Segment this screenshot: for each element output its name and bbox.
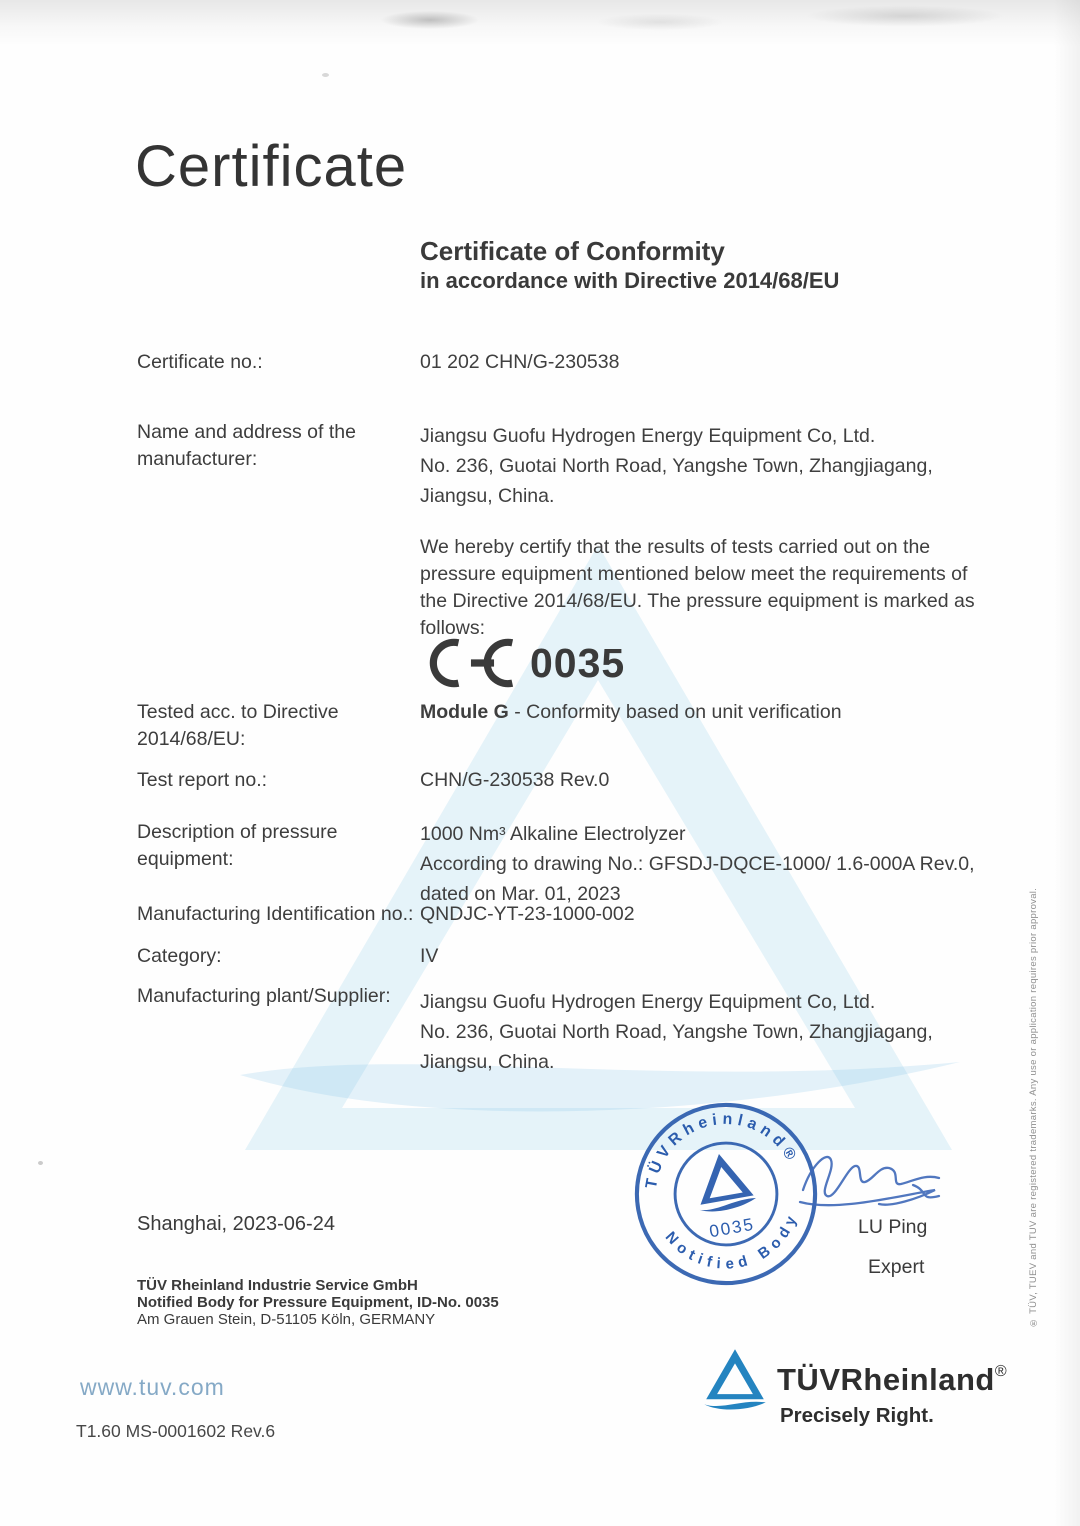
ce-number: 0035	[530, 639, 626, 686]
manufacturing-id-value: QNDJC-YT-23-1000-002	[420, 903, 635, 925]
description-line: 1000 Nm³ Alkaline Electrolyzer	[420, 823, 686, 845]
scan-speck	[38, 1161, 43, 1165]
scan-artifact-right	[1054, 0, 1080, 1526]
tested-directive-label	[137, 699, 339, 753]
module-description: - Conformity based on unit verification	[508, 701, 842, 723]
address-line: Jiangsu, China.	[420, 485, 555, 507]
ce-mark-icon	[420, 638, 520, 688]
signature-image	[795, 1138, 950, 1226]
label-line: Tested acc. to Directive	[137, 701, 339, 723]
module-name: Module G	[420, 701, 509, 723]
scan-artifact-top	[0, 0, 1080, 46]
stamp-arc-top-text: TÜVRheinland®	[642, 1110, 802, 1190]
signer-name: LU Ping	[858, 1216, 928, 1238]
certificate-no-value: 01 202 CHN/G-230538	[420, 351, 620, 373]
ce-marking	[420, 638, 625, 688]
label-line: Description of pressure	[137, 821, 338, 843]
label-line: equipment:	[137, 848, 234, 870]
notified-body-info	[137, 1277, 499, 1328]
label-line: Name and address of the	[137, 421, 356, 443]
statement-line: We hereby certify that the results of tests carried out on the	[420, 536, 931, 558]
stamp-arc-bottom-text: Notified Body	[661, 1208, 803, 1273]
test-report-label: Test report no.:	[137, 769, 268, 791]
description-line: According to drawing No.: GFSDJ-DQCE-1000/ 1.6-000A Rev.0,	[420, 853, 975, 875]
side-trademark-note: ® TÜV, TUEV and TUV are registered trademarks. Any use or application requires prior approval.	[1028, 887, 1039, 1328]
brand-tagline: Precisely Right.	[780, 1404, 934, 1427]
plant-value	[420, 987, 933, 1077]
registered-mark: ®	[994, 1363, 1008, 1380]
notified-body-line: Notified Body for Pressure Equipment, ID-No. 0035	[137, 1294, 499, 1311]
certification-statement	[420, 534, 975, 642]
svg-text:TÜVRheinland®	[632, 1098, 802, 1193]
description-line: dated on Mar. 01, 2023	[420, 883, 621, 905]
stamp-triangle-icon	[691, 1149, 758, 1215]
scan-speck	[322, 73, 329, 77]
test-report-value: CHN/G-230538 Rev.0	[420, 769, 610, 791]
statement-line: pressure equipment mentioned below meet the requirements of	[420, 563, 968, 585]
brand-tuv: TÜV	[777, 1362, 841, 1397]
description-value	[420, 819, 975, 909]
address-line: No. 236, Guotai North Road, Yangshe Town, Zhangjiagang,	[420, 1021, 933, 1043]
statement-line: follows:	[420, 617, 486, 639]
certificate-subheading: in accordance with Directive 2014/68/EU	[420, 268, 840, 293]
tuv-logo-triangle-icon	[703, 1348, 767, 1412]
manufacturing-id-label: Manufacturing Identification no.:	[137, 903, 414, 925]
signer-role: Expert	[868, 1256, 925, 1278]
statement-line: the Directive 2014/68/EU. The pressure equipment is marked as	[420, 590, 975, 612]
description-label	[137, 819, 338, 873]
label-line: 2014/68/EU:	[137, 728, 246, 750]
label-line: manufacturer:	[137, 448, 258, 470]
stamp-number: 0035	[707, 1213, 757, 1242]
doc-ref: T1.60 MS-0001602 Rev.6	[76, 1421, 276, 1441]
notified-body-line: Am Grauen Stein, D-51105 Köln, GERMANY	[137, 1311, 436, 1328]
category-value: IV	[420, 945, 439, 967]
website-link: www.tuv.com	[80, 1374, 225, 1400]
brand-name	[777, 1362, 1007, 1398]
certificate-heading: Certificate of Conformity	[420, 236, 725, 266]
manufacturer-label	[137, 419, 356, 473]
brand-rheinland: Rheinland	[840, 1362, 995, 1397]
notified-body-line: TÜV Rheinland Industrie Service GmbH	[137, 1277, 418, 1294]
address-line: Jiangsu Guofu Hydrogen Energy Equipment Co, Ltd.	[420, 991, 876, 1013]
issue-place-date: Shanghai, 2023-06-24	[137, 1213, 335, 1235]
tested-directive-value	[420, 699, 842, 726]
manufacturer-value	[420, 421, 933, 511]
plant-label: Manufacturing plant/Supplier:	[137, 985, 391, 1007]
address-line: Jiangsu Guofu Hydrogen Energy Equipment Co, Ltd.	[420, 425, 876, 447]
page-title: Certificate	[135, 134, 408, 199]
certificate-no-label: Certificate no.:	[137, 351, 263, 373]
category-label: Category:	[137, 945, 222, 967]
address-line: Jiangsu, China.	[420, 1051, 555, 1073]
address-line: No. 236, Guotai North Road, Yangshe Town, Zhangjiagang,	[420, 455, 933, 477]
